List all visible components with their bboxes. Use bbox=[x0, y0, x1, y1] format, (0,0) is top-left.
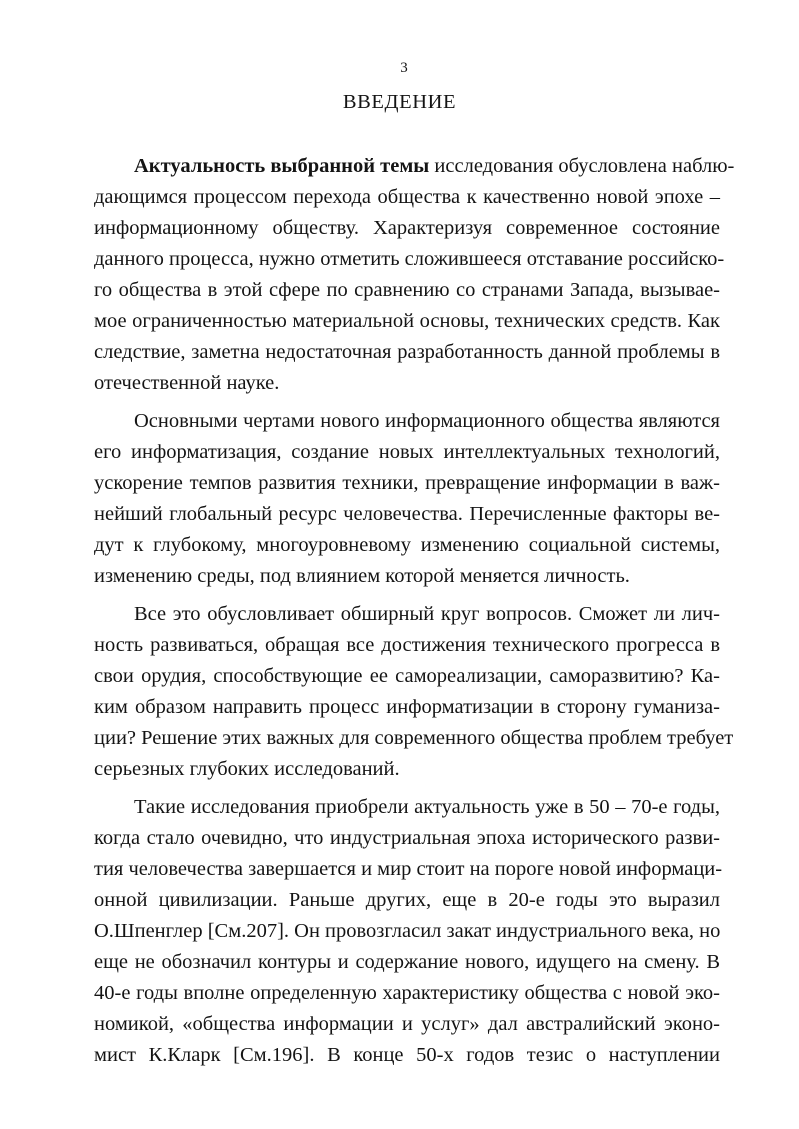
text-line: свои орудия, способствующие ее самореализации, саморазвитию? Ка- bbox=[94, 665, 720, 687]
text-line: его информатизация, создание новых интеллектуальных технологий, bbox=[94, 441, 720, 463]
text-line: Актуальность выбранной темы исследования обусловлена наблю- bbox=[134, 155, 735, 177]
text-line: Все это обусловливает обширный круг вопросов. Сможет ли лич- bbox=[134, 603, 720, 625]
text-line: когда стало очевидно, что индустриальная эпоха исторического разви- bbox=[94, 827, 720, 849]
text-line: мист К.Кларк [См.196]. В конце 50-х годов тезис о наступлении bbox=[94, 1044, 720, 1066]
text-line: ким образом направить процесс информатизации в сторону гуманиза- bbox=[94, 696, 720, 718]
paragraph-4 bbox=[94, 792, 723, 1071]
paragraph-1 bbox=[94, 151, 735, 399]
section-heading: ВВЕДЕНИЕ bbox=[342, 91, 457, 113]
bold-lead: Актуальность выбранной темы bbox=[134, 155, 430, 177]
text-line: еще не обозначил контуры и содержание нового, идущего на смену. В bbox=[94, 951, 720, 973]
text-line: мое ограниченностью материальной основы, технических средств. Как bbox=[94, 310, 720, 332]
text-line: онной цивилизации. Раньше других, еще в 20-е годы это выразил bbox=[94, 889, 720, 911]
text-line: О.Шпенглер [См.207]. Он провозгласил закат индустриального века, но bbox=[94, 920, 721, 942]
text-line: Такие исследования приобрели актуальность уже в 50 – 70-е годы, bbox=[134, 796, 720, 818]
text-line: ность развиваться, обращая все достижения технического прогресса в bbox=[94, 634, 720, 656]
body-text bbox=[94, 151, 735, 1071]
page-number: 3 bbox=[400, 60, 408, 76]
text-line: отечественной науке. bbox=[94, 372, 280, 394]
text-line: серьезных глубоких исследований. bbox=[94, 758, 400, 780]
text-line: тия человечества завершается и мир стоит на пороге новой информаци- bbox=[94, 858, 723, 880]
text-line: ускорение темпов развития техники, превращение информации в важ- bbox=[94, 472, 720, 494]
text-line: дут к глубокому, многоуровневому изменению социальной системы, bbox=[94, 534, 720, 556]
text-line: следствие, заметна недостаточная разработанность данной проблемы в bbox=[94, 341, 720, 363]
text-line: Основными чертами нового информационного общества являются bbox=[134, 410, 720, 432]
paragraph-2 bbox=[94, 406, 720, 592]
text-line: данного процесса, нужно отметить сложившееся отставание российско- bbox=[94, 248, 725, 270]
text-line: го общества в этой сфере по сравнению со странами Запада, вызывае- bbox=[94, 279, 720, 301]
text-line: номикой, «общества информации и услуг» дал австралийский эконо- bbox=[94, 1013, 720, 1035]
text-line: изменению среды, под влиянием которой меняется личность. bbox=[94, 565, 630, 587]
text-line: нейший глобальный ресурс человечества. Перечисленные факторы ве- bbox=[94, 503, 720, 525]
text-line: ции? Решение этих важных для современного общества проблем требует bbox=[94, 727, 734, 749]
text-line: дающимся процессом перехода общества к качественно новой эпохе – bbox=[94, 186, 720, 208]
paragraph-3 bbox=[94, 599, 734, 785]
text-line: информационному обществу. Характеризуя современное состояние bbox=[94, 217, 720, 239]
text-line: 40-е годы вполне определенную характеристику общества с новой эко- bbox=[94, 982, 720, 1004]
